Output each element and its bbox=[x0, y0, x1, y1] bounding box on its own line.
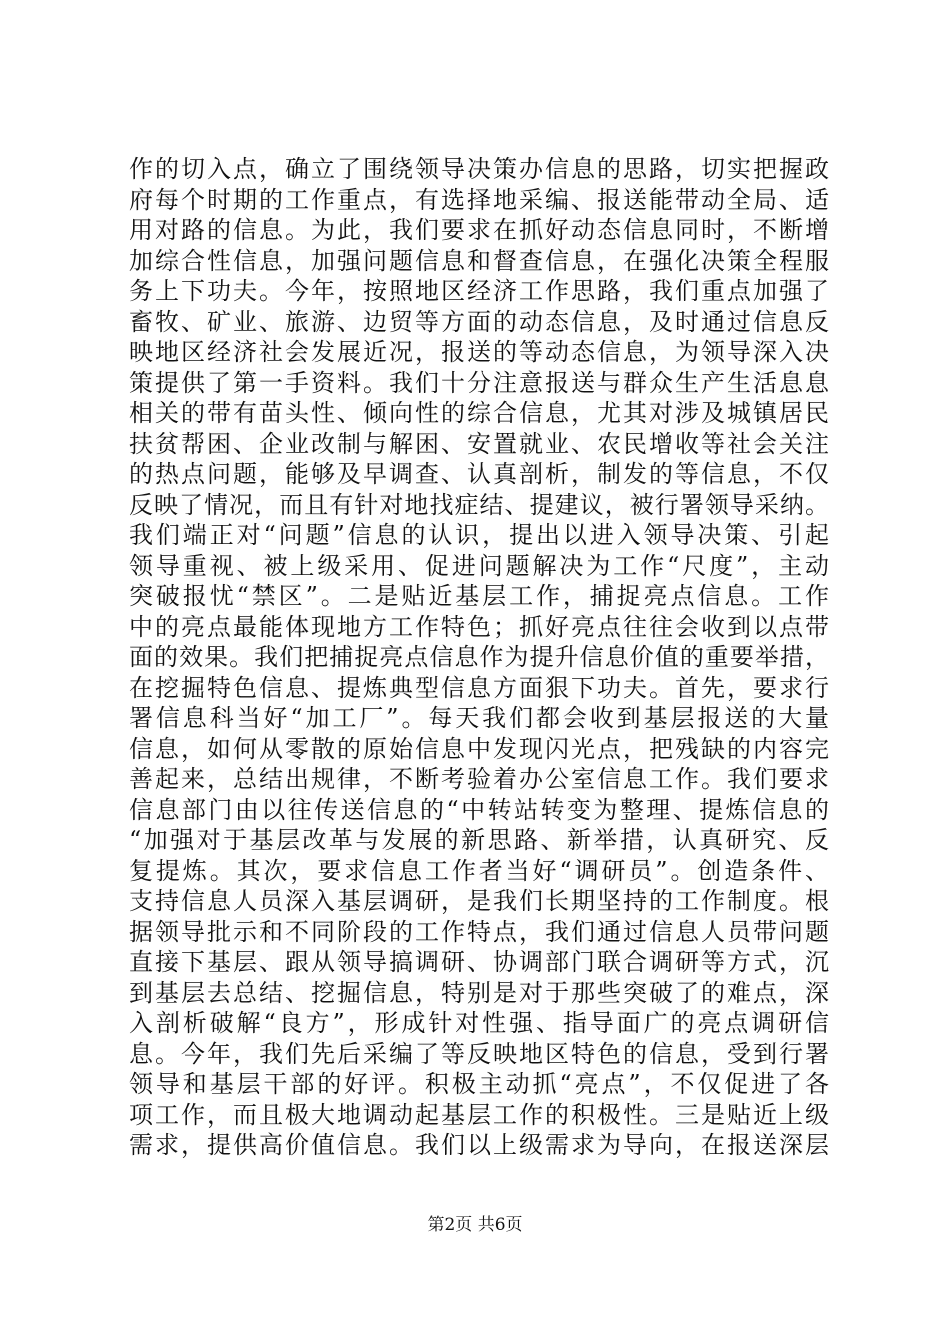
text-line: 直接下基层、跟从领导搞调研、协调部门联合调研等方式，沉 bbox=[129, 948, 829, 976]
text-line: 在挖掘特色信息、提炼典型信息方面狠下功夫。首先，要求行 bbox=[129, 673, 829, 702]
text-line: 突破报忧“禁区”。二是贴近基层工作，捕捉亮点信息。工作 bbox=[129, 582, 829, 610]
text-line: 复提炼。其次，要求信息工作者当好“调研员”。创造条件、 bbox=[129, 856, 829, 885]
text-line: 领导重视、被上级采用、促进问题解决为工作“尺度”，主动 bbox=[129, 551, 829, 580]
text-line: 信息部门由以往传送信息的“中转站转变为整理、提炼信息的 bbox=[129, 795, 829, 824]
text-line: 面的效果。我们把捕捉亮点信息作为提升信息价值的重要举措， bbox=[129, 643, 829, 671]
body-text bbox=[129, 154, 829, 1161]
text-line: “加强对于基层改革与发展的新思路、新举措，认真研究、反 bbox=[129, 826, 829, 854]
page-footer: 第2页 共6页 bbox=[427, 1215, 523, 1235]
text-line: 策提供了第一手资料。我们十分注意报送与群众生产生活息息 bbox=[129, 368, 829, 397]
text-line: 的热点问题，能够及早调查、认真剖析，制发的等信息，不仅 bbox=[129, 460, 829, 488]
text-line: 入剖析破解“良方”，形成针对性强、指导面广的亮点调研信 bbox=[129, 1009, 829, 1037]
text-line: 反映了情况，而且有针对地找症结、提建议，被行署领导采纳。 bbox=[129, 490, 829, 519]
text-line: 用对路的信息。为此，我们要求在抓好动态信息同时，不断增 bbox=[129, 216, 829, 244]
text-line: 信息，如何从零散的原始信息中发现闪光点，把残缺的内容完 bbox=[129, 734, 829, 763]
text-line: 据领导批示和不同阶段的工作特点，我们通过信息人员带问题 bbox=[129, 917, 829, 946]
text-line: 作的切入点，确立了围绕领导决策办信息的思路，切实把握政 bbox=[129, 155, 829, 183]
text-line: 署信息科当好“加工厂”。每天我们都会收到基层报送的大量 bbox=[129, 704, 829, 732]
text-line: 映地区经济社会发展近况，报送的等动态信息，为领导深入决 bbox=[129, 338, 829, 366]
text-line: 府每个时期的工作重点，有选择地采编、报送能带动全局、适 bbox=[129, 185, 829, 214]
text-line: 畜牧、矿业、旅游、边贸等方面的动态信息，及时通过信息反 bbox=[129, 307, 829, 336]
text-line: 需求，提供高价值信息。我们以上级需求为导向，在报送深层 bbox=[129, 1131, 829, 1159]
text-line: 领导和基层干部的好评。积极主动抓“亮点”，不仅促进了各 bbox=[129, 1070, 829, 1098]
text-line: 息。今年，我们先后采编了等反映地区特色的信息，受到行署 bbox=[129, 1039, 829, 1068]
text-line: 善起来，总结出规律，不断考验着办公室信息工作。我们要求 bbox=[129, 765, 829, 793]
text-line: 我们端正对“问题”信息的认识，提出以进入领导决策、引起 bbox=[129, 521, 829, 549]
text-line: 中的亮点最能体现地方工作特色；抓好亮点往往会收到以点带 bbox=[129, 612, 829, 641]
text-line: 项工作，而且极大地调动起基层工作的积极性。三是贴近上级 bbox=[129, 1100, 829, 1129]
text-line: 支持信息人员深入基层调研，是我们长期坚持的工作制度。根 bbox=[129, 887, 829, 915]
text-line: 加综合性信息，加强问题信息和督查信息，在强化决策全程服 bbox=[129, 246, 829, 275]
text-line: 扶贫帮困、企业改制与解困、安置就业、农民增收等社会关注 bbox=[129, 429, 829, 458]
text-line: 相关的带有苗头性、倾向性的综合信息，尤其对涉及城镇居民 bbox=[129, 399, 829, 427]
text-line: 到基层去总结、挖掘信息，特别是对于那些突破了的难点，深 bbox=[129, 978, 829, 1007]
text-line: 务上下功夫。今年，按照地区经济工作思路，我们重点加强了 bbox=[129, 277, 829, 305]
